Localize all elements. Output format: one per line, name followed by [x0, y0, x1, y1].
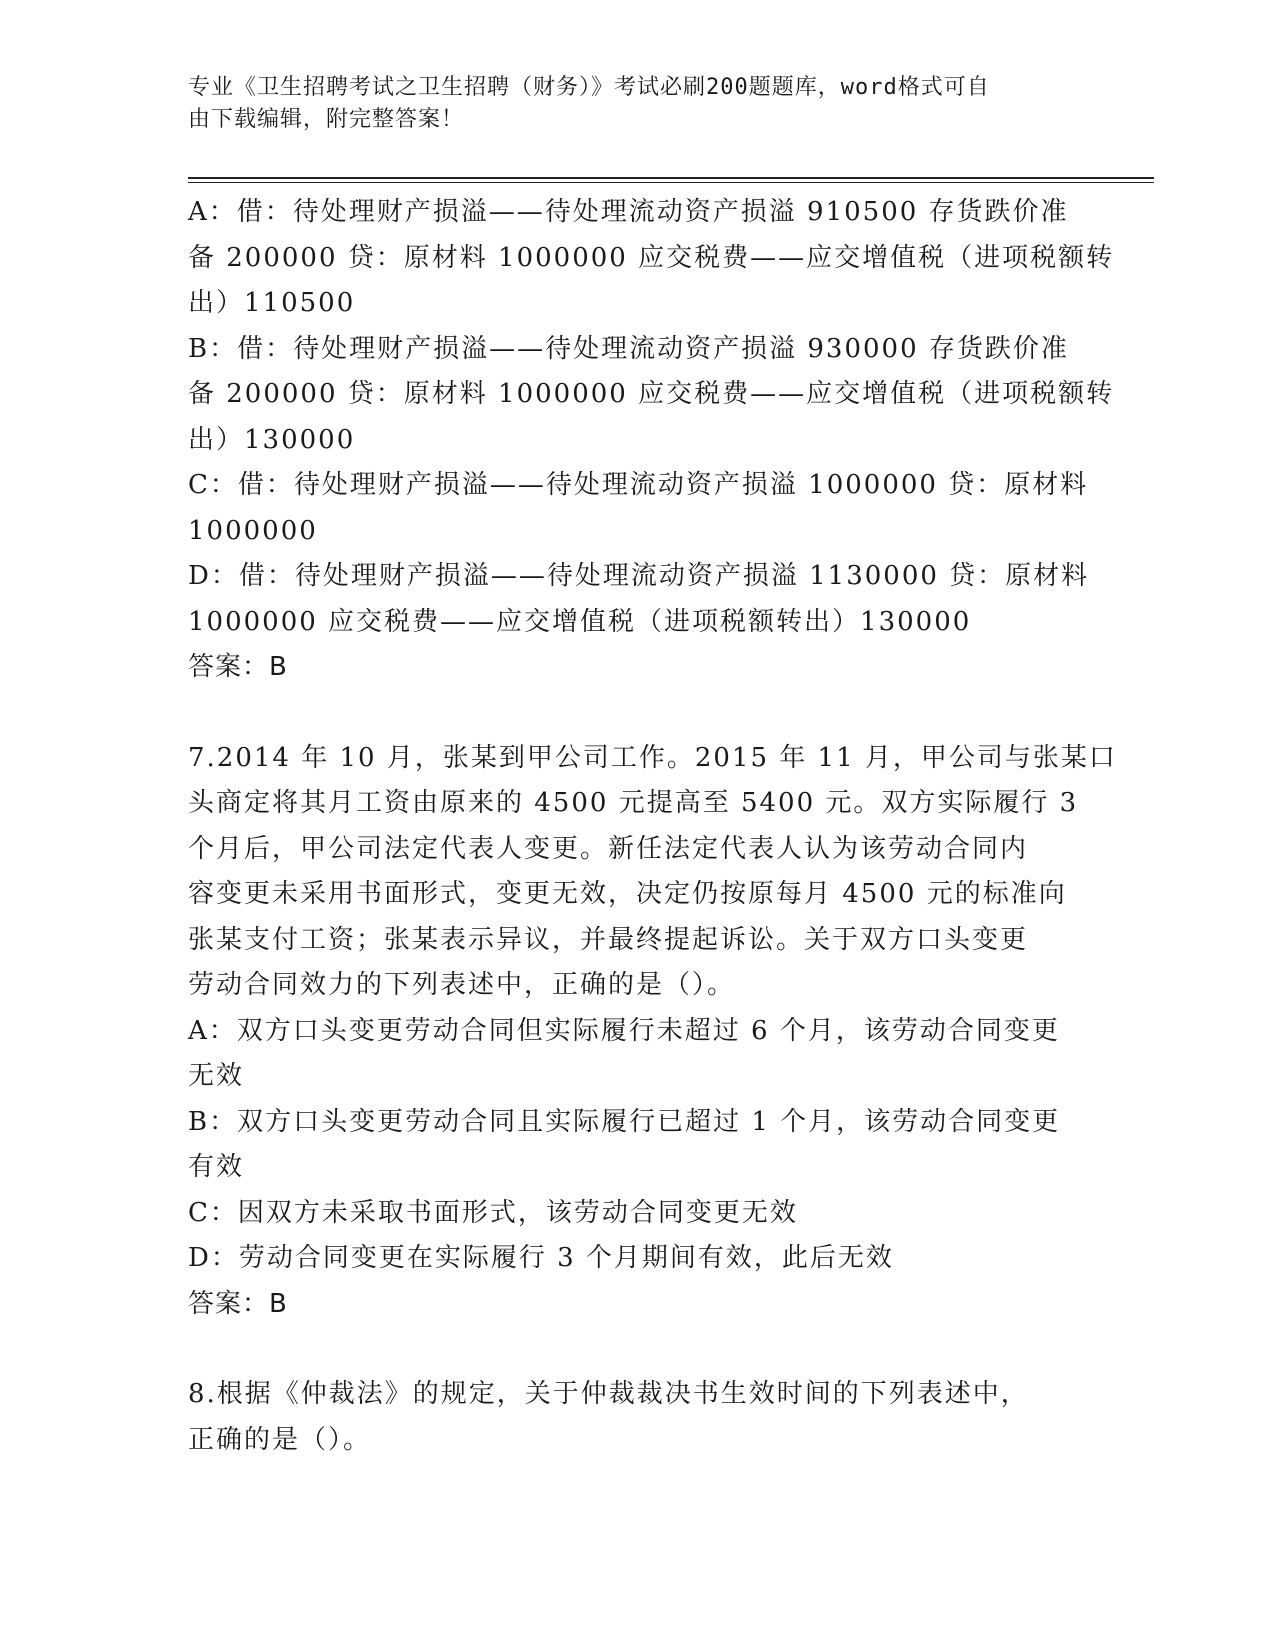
- header-divider-thick: [188, 177, 1154, 179]
- answer-label: 答案：B: [188, 652, 288, 682]
- stem-line: 8.根据《仲裁法》的规定，关于仲裁裁决书生效时间的下列表述中，: [188, 1379, 1029, 1409]
- question-6: [188, 190, 1115, 691]
- option-line: 备 200000 贷：原材料 1000000 应交税费——应交增值税（进项税额转: [188, 242, 1115, 273]
- option-c: [188, 1191, 1078, 1237]
- option-line: A：双方口头变更劳动合同但实际履行未超过 6 个月，该劳动合同变更: [188, 1015, 1060, 1046]
- document-body: [188, 190, 1117, 1463]
- option-line: C：因双方未采取书面形式，该劳动合同变更无效: [188, 1197, 798, 1228]
- stem-line: 个月后，甲公司法定代表人变更。新任法定代表人认为该劳动合同内: [188, 833, 1029, 864]
- stem-line: 劳动合同效力的下列表述中，正确的是（）。: [188, 970, 736, 1000]
- option-a: [188, 190, 1115, 327]
- option-line: 1000000: [188, 515, 318, 546]
- stem-line: 张某支付工资；张某表示异议，并最终提起诉讼。关于双方口头变更: [188, 924, 1029, 955]
- question-7: [188, 736, 1117, 1328]
- stem-line: 正确的是（）。: [188, 1424, 372, 1455]
- option-line: 无效: [188, 1061, 245, 1091]
- option-line: D：借：待处理财产损溢——待处理流动资产损溢 1130000 贷：原材料: [188, 561, 1090, 591]
- option-a: [188, 1009, 1078, 1100]
- stem-line: 容变更未采用书面形式，变更无效，决定仍按原每月 4500 元的标准向: [188, 879, 1067, 909]
- option-line: 1000000 应交税费——应交增值税（进项税额转出）130000: [188, 606, 972, 637]
- spacer: [188, 1327, 1078, 1372]
- option-d: [188, 554, 1090, 645]
- question-stem: [188, 1372, 1078, 1463]
- option-line: A：借：待处理财产损溢——待处理流动资产损溢 910500 存货跌价准: [188, 197, 1069, 227]
- option-line: B：借：待处理财产损溢——待处理流动资产损溢 930000 存货跌价准: [188, 333, 1069, 364]
- answer-label: 答案：B: [188, 1288, 288, 1319]
- document-header: [188, 72, 1068, 136]
- option-line: C：借：待处理财产损溢——待处理流动资产损溢 1000000 贷：原材料: [188, 470, 1089, 500]
- header-divider-thin: [188, 182, 1154, 183]
- spacer: [188, 691, 1078, 736]
- option-line: B：双方口头变更劳动合同且实际履行已超过 1 个月，该劳动合同变更: [188, 1106, 1061, 1137]
- option-line: D：劳动合同变更在实际履行 3 个月期间有效，此后无效: [188, 1243, 894, 1273]
- option-line: 出）110500: [188, 288, 356, 318]
- header-line-1: 专业《卫生招聘考试之卫生招聘（财务）》考试必刷200题题库，word格式可自: [188, 75, 990, 100]
- option-line: 出）130000: [188, 424, 356, 455]
- option-c: [188, 463, 1089, 554]
- header-line-2: 由下载编辑，附完整答案！: [188, 107, 465, 132]
- option-b: [188, 1100, 1078, 1191]
- option-line: 有效: [188, 1152, 245, 1182]
- question-8: [188, 1372, 1078, 1463]
- question-stem: [188, 736, 1117, 1009]
- option-d: [188, 1236, 1078, 1282]
- option-b: [188, 327, 1115, 464]
- stem-line: 头商定将其月工资由原来的 4500 元提高至 5400 元。双方实际履行 3: [188, 788, 1079, 818]
- stem-line: 7.2014 年 10 月，张某到甲公司工作。2015 年 11 月，甲公司与张某口: [188, 742, 1117, 773]
- option-line: 备 200000 贷：原材料 1000000 应交税费——应交增值税（进项税额转: [188, 379, 1115, 409]
